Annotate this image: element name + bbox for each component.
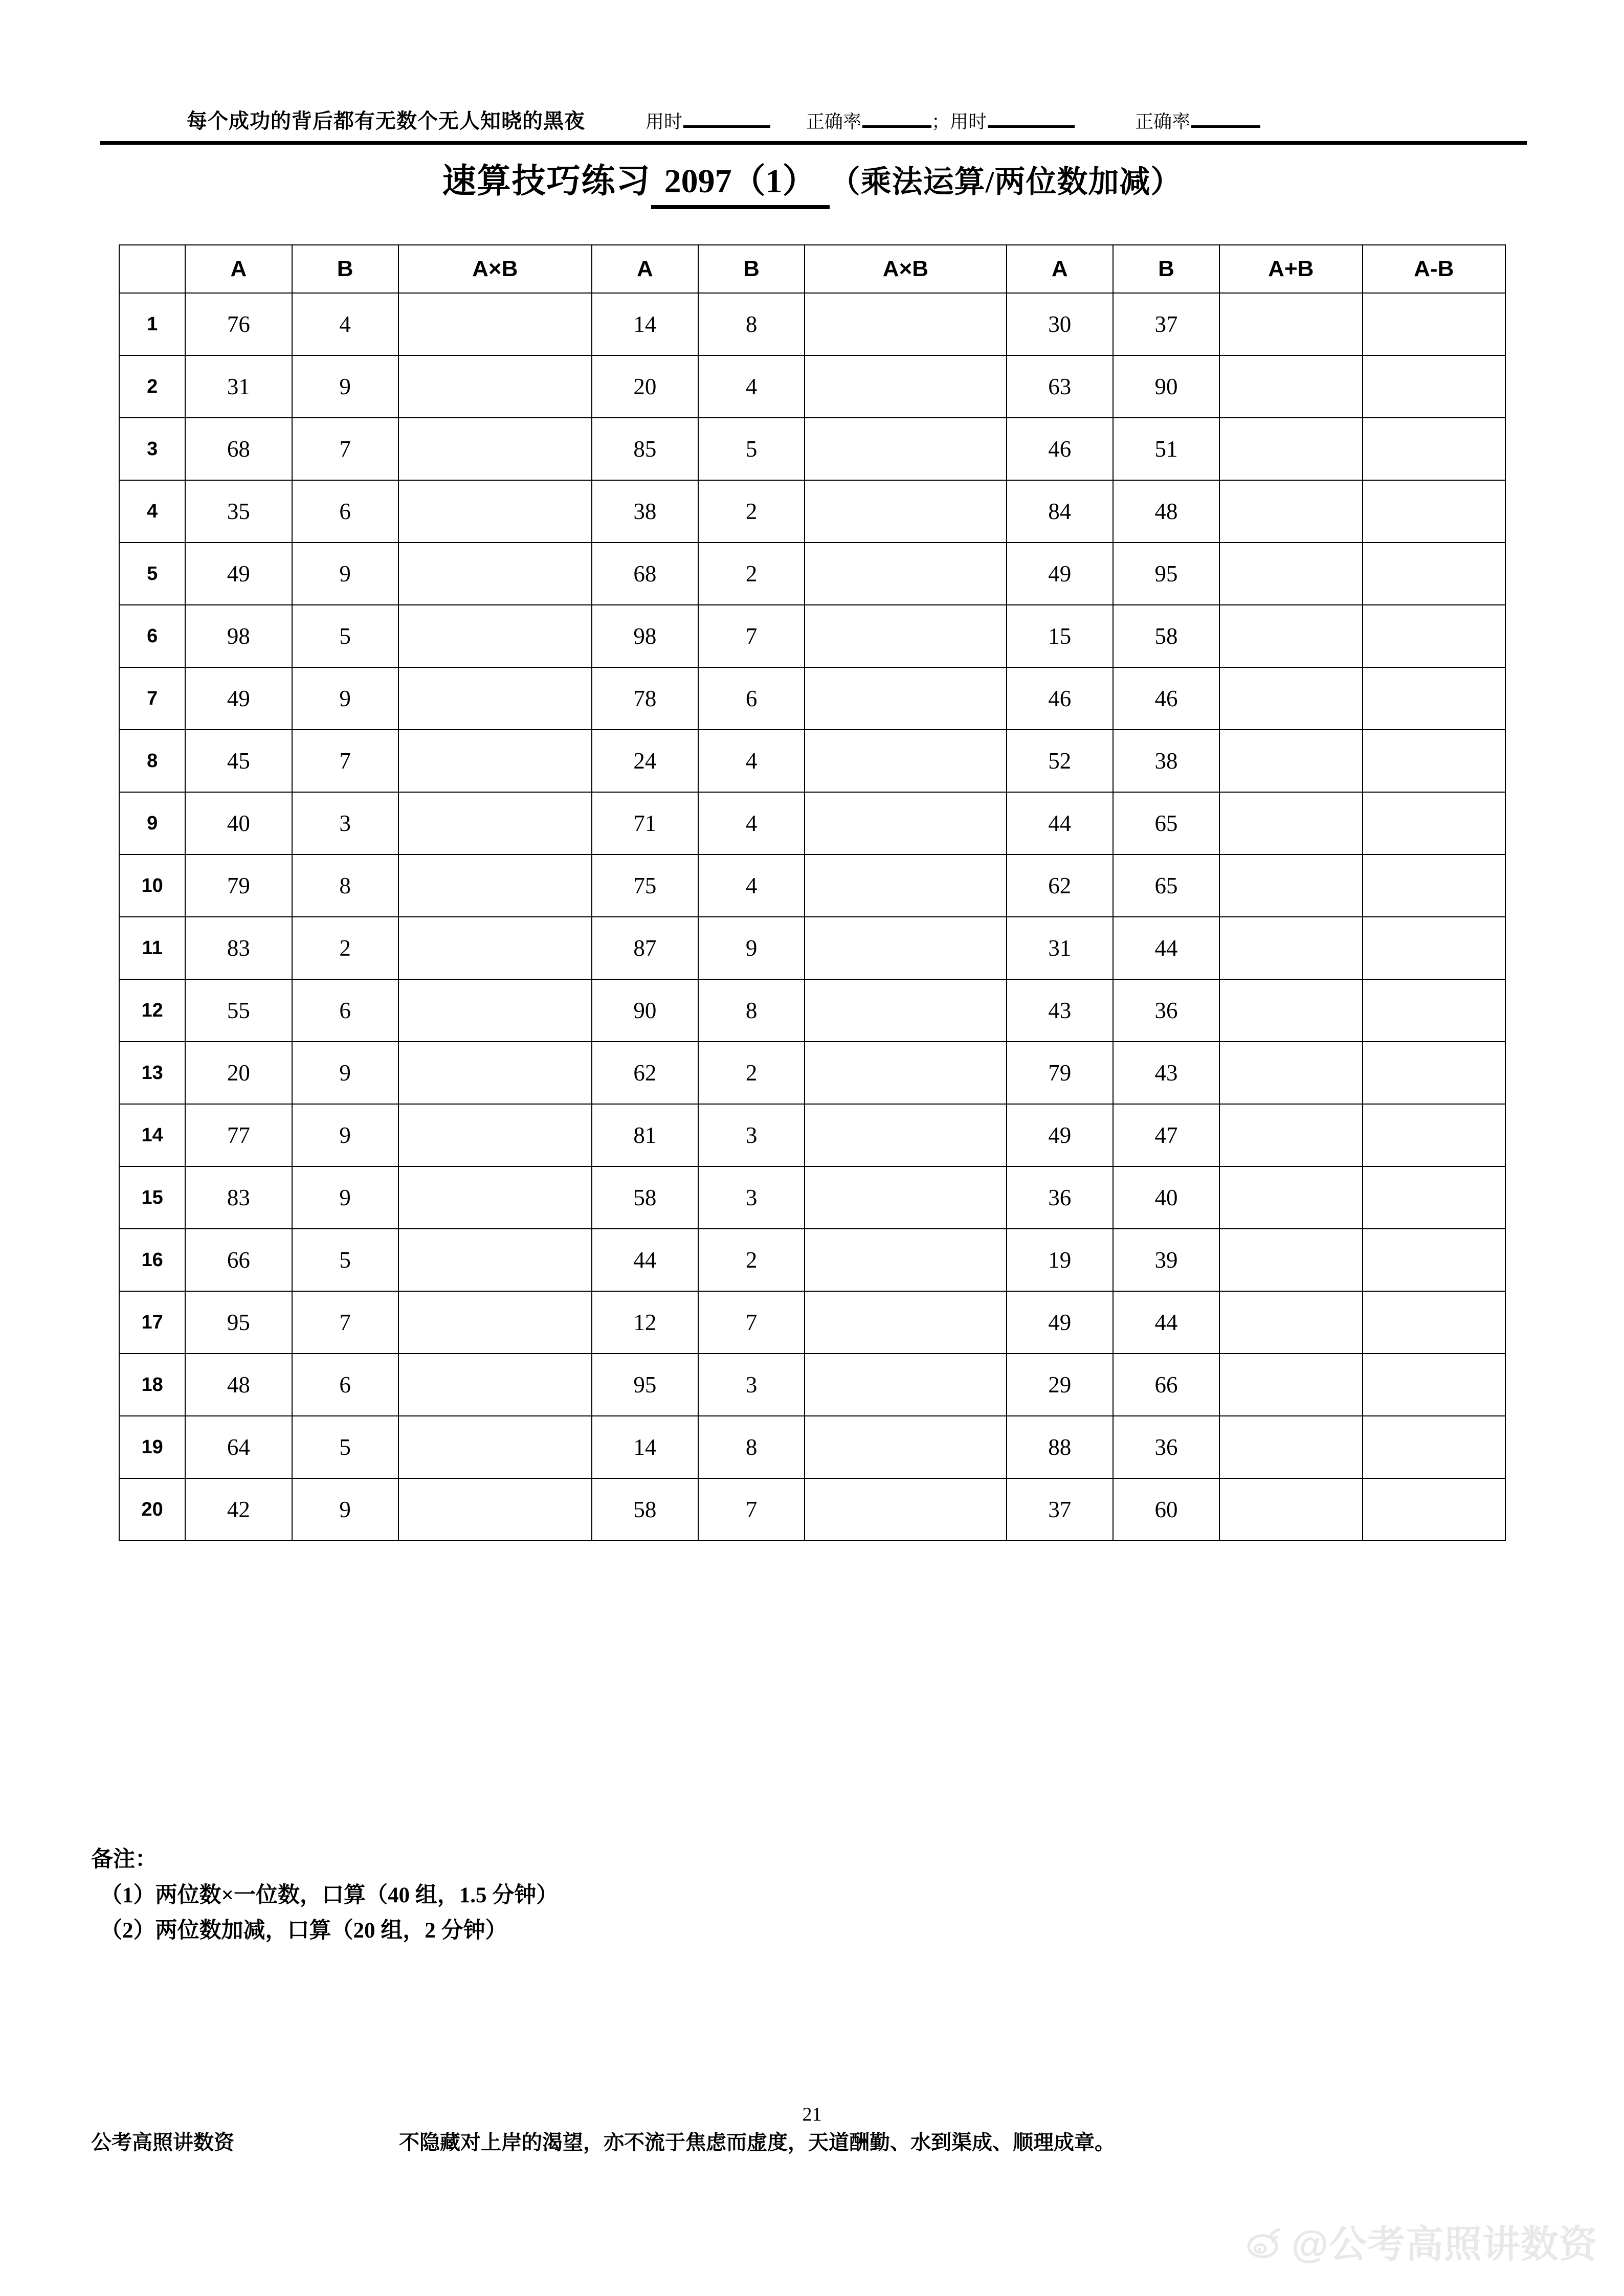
cell-sum[interactable]	[1219, 1354, 1362, 1416]
cell-a2: 98	[592, 605, 698, 667]
title-code: 2097（1）	[651, 153, 830, 209]
cell-a2: 71	[592, 792, 698, 854]
cell-product2[interactable]	[805, 1229, 1007, 1291]
cell-a1: 64	[185, 1416, 292, 1478]
cell-b2: 7	[698, 1291, 805, 1354]
cell-product1[interactable]	[398, 1042, 592, 1104]
cell-product1[interactable]	[398, 480, 592, 543]
table-row	[119, 1291, 1505, 1354]
row-index: 8	[119, 730, 185, 792]
cell-b2: 9	[698, 917, 805, 979]
table-row	[119, 543, 1505, 605]
cell-diff[interactable]	[1363, 792, 1505, 854]
cell-b2: 7	[698, 605, 805, 667]
header-separator: ；	[931, 111, 950, 132]
cell-b2: 4	[698, 854, 805, 917]
cell-a3: 15	[1007, 605, 1113, 667]
cell-b2: 3	[698, 1354, 805, 1416]
cell-product1[interactable]	[398, 730, 592, 792]
cell-a3: 30	[1007, 293, 1113, 355]
cell-b2: 2	[698, 543, 805, 605]
cell-b2: 4	[698, 355, 805, 418]
cell-b2: 4	[698, 792, 805, 854]
cell-product1[interactable]	[398, 543, 592, 605]
cell-a1: 20	[185, 1042, 292, 1104]
cell-b2: 6	[698, 667, 805, 730]
table-row	[119, 730, 1505, 792]
cell-sum[interactable]	[1219, 917, 1362, 979]
row-index: 6	[119, 605, 185, 667]
cell-b1: 7	[292, 418, 398, 480]
weibo-watermark	[1245, 2214, 1597, 2268]
cell-b2: 4	[698, 730, 805, 792]
table-row	[119, 480, 1505, 543]
notes-line-1: （1）两位数×一位数，口算（40 组，1.5 分钟）	[100, 1883, 559, 1907]
cell-product1[interactable]	[398, 917, 592, 979]
cell-a2: 38	[592, 480, 698, 543]
cell-b3: 44	[1113, 917, 1219, 979]
cell-diff[interactable]	[1363, 1229, 1505, 1291]
cell-sum[interactable]	[1219, 293, 1362, 355]
cell-product1[interactable]	[398, 1416, 592, 1478]
accuracy-field-2	[1135, 107, 1260, 133]
table-row	[119, 979, 1505, 1042]
cell-b3: 40	[1113, 1166, 1219, 1229]
accuracy-label-1: 正确率	[806, 111, 862, 132]
col-header-b1: B	[292, 245, 398, 293]
cell-product2[interactable]	[805, 1166, 1007, 1229]
table-row	[119, 1104, 1505, 1166]
cell-b3: 47	[1113, 1104, 1219, 1166]
cell-product2[interactable]	[805, 854, 1007, 917]
row-index: 5	[119, 543, 185, 605]
cell-b2: 5	[698, 418, 805, 480]
notes-line-2: （2）两位数加减，口算（20 组，2 分钟）	[100, 1919, 507, 1943]
accuracy-field-1	[806, 107, 931, 133]
cell-a1: 76	[185, 293, 292, 355]
cell-product1[interactable]	[398, 1166, 592, 1229]
cell-sum[interactable]	[1219, 543, 1362, 605]
cell-b3: 95	[1113, 543, 1219, 605]
cell-a3: 62	[1007, 854, 1113, 917]
cell-sum[interactable]	[1219, 1291, 1362, 1354]
cell-b1: 7	[292, 1291, 398, 1354]
cell-sum[interactable]	[1219, 480, 1362, 543]
cell-b3: 58	[1113, 605, 1219, 667]
row-index: 14	[119, 1104, 185, 1166]
col-header-index	[119, 245, 185, 293]
cell-diff[interactable]	[1363, 667, 1505, 730]
col-header-a2: A	[592, 245, 698, 293]
watermark-text: @公考高照讲数资	[1291, 2223, 1597, 2265]
cell-product1[interactable]	[398, 1354, 592, 1416]
table-row	[119, 917, 1505, 979]
cell-product1[interactable]	[398, 1229, 592, 1291]
table-row	[119, 854, 1505, 917]
table-row	[119, 792, 1505, 854]
page-title	[0, 153, 1624, 209]
cell-b1: 5	[292, 1416, 398, 1478]
cell-diff[interactable]	[1363, 1416, 1505, 1478]
page-number: 21	[802, 2104, 822, 2125]
cell-b3: 44	[1113, 1291, 1219, 1354]
col-header-a1: A	[185, 245, 292, 293]
table-row	[119, 1042, 1505, 1104]
cell-b2: 8	[698, 979, 805, 1042]
cell-a2: 90	[592, 979, 698, 1042]
page-footer	[0, 2126, 1624, 2162]
cell-b3: 48	[1113, 480, 1219, 543]
row-index: 9	[119, 792, 185, 854]
cell-b1: 4	[292, 293, 398, 355]
cell-a2: 85	[592, 418, 698, 480]
cell-product2[interactable]	[805, 1104, 1007, 1166]
cell-b1: 9	[292, 1166, 398, 1229]
running-header	[100, 105, 1527, 145]
cell-diff[interactable]	[1363, 355, 1505, 418]
cell-diff[interactable]	[1363, 293, 1505, 355]
cell-a3: 46	[1007, 667, 1113, 730]
cell-product2[interactable]	[805, 792, 1007, 854]
cell-sum[interactable]	[1219, 1042, 1362, 1104]
cell-product2[interactable]	[805, 1042, 1007, 1104]
footer-motto: 不隐藏对上岸的渴望，亦不流于焦虑而虚度，天道酬勤、水到渠成、顺理成章。	[399, 2131, 1115, 2154]
cell-sum[interactable]	[1219, 1478, 1362, 1541]
time-blank-2	[988, 125, 1075, 128]
cell-a1: 83	[185, 917, 292, 979]
cell-a3: 63	[1007, 355, 1113, 418]
row-index: 18	[119, 1354, 185, 1416]
cell-b2: 3	[698, 1166, 805, 1229]
cell-a1: 49	[185, 667, 292, 730]
row-index: 10	[119, 854, 185, 917]
cell-product2[interactable]	[805, 667, 1007, 730]
practice-table	[119, 244, 1506, 1541]
cell-product2[interactable]	[805, 730, 1007, 792]
cell-a3: 88	[1007, 1416, 1113, 1478]
cell-product1[interactable]	[398, 293, 592, 355]
table-row	[119, 355, 1505, 418]
cell-a2: 24	[592, 730, 698, 792]
cell-product1[interactable]	[398, 1478, 592, 1541]
col-header-sum: A+B	[1219, 245, 1362, 293]
cell-product2[interactable]	[805, 1478, 1007, 1541]
cell-product2[interactable]	[805, 979, 1007, 1042]
cell-a3: 37	[1007, 1478, 1113, 1541]
cell-diff[interactable]	[1363, 605, 1505, 667]
cell-b3: 66	[1113, 1354, 1219, 1416]
cell-a1: 95	[185, 1291, 292, 1354]
cell-a1: 48	[185, 1354, 292, 1416]
cell-a1: 83	[185, 1166, 292, 1229]
row-index: 12	[119, 979, 185, 1042]
cell-b1: 5	[292, 1229, 398, 1291]
cell-b1: 6	[292, 979, 398, 1042]
cell-sum[interactable]	[1219, 792, 1362, 854]
row-index: 2	[119, 355, 185, 418]
cell-b2: 2	[698, 480, 805, 543]
row-index: 3	[119, 418, 185, 480]
cell-product1[interactable]	[398, 792, 592, 854]
row-index: 16	[119, 1229, 185, 1291]
cell-b3: 38	[1113, 730, 1219, 792]
cell-product2[interactable]	[805, 480, 1007, 543]
cell-b3: 39	[1113, 1229, 1219, 1291]
row-index: 4	[119, 480, 185, 543]
cell-a1: 68	[185, 418, 292, 480]
cell-a3: 46	[1007, 418, 1113, 480]
cell-product1[interactable]	[398, 979, 592, 1042]
cell-b3: 65	[1113, 854, 1219, 917]
cell-a3: 84	[1007, 480, 1113, 543]
time-label-2: 用时	[950, 111, 987, 132]
col-header-product1: A×B	[398, 245, 592, 293]
row-index: 15	[119, 1166, 185, 1229]
table-row	[119, 605, 1505, 667]
time-label-1: 用时	[646, 111, 683, 132]
cell-product1[interactable]	[398, 667, 592, 730]
cell-b2: 2	[698, 1042, 805, 1104]
time-field-2	[950, 107, 1075, 133]
cell-diff[interactable]	[1363, 1478, 1505, 1541]
cell-b1: 9	[292, 1478, 398, 1541]
time-blank-1	[683, 125, 770, 128]
cell-diff[interactable]	[1363, 1104, 1505, 1166]
cell-a3: 79	[1007, 1042, 1113, 1104]
cell-sum[interactable]	[1219, 854, 1362, 917]
cell-a3: 52	[1007, 730, 1113, 792]
cell-product1[interactable]	[398, 1291, 592, 1354]
cell-b1: 7	[292, 730, 398, 792]
cell-product2[interactable]	[805, 293, 1007, 355]
table-row	[119, 667, 1505, 730]
cell-b2: 3	[698, 1104, 805, 1166]
accuracy-blank-1	[862, 125, 931, 128]
cell-diff[interactable]	[1363, 1354, 1505, 1416]
time-field-1	[646, 107, 770, 133]
cell-b1: 9	[292, 1042, 398, 1104]
cell-a1: 42	[185, 1478, 292, 1541]
cell-sum[interactable]	[1219, 1166, 1362, 1229]
row-index: 19	[119, 1416, 185, 1478]
cell-sum[interactable]	[1219, 1229, 1362, 1291]
cell-diff[interactable]	[1363, 418, 1505, 480]
cell-a3: 19	[1007, 1229, 1113, 1291]
cell-sum[interactable]	[1219, 979, 1362, 1042]
cell-a2: 14	[592, 293, 698, 355]
cell-product2[interactable]	[805, 605, 1007, 667]
cell-b3: 43	[1113, 1042, 1219, 1104]
cell-b3: 60	[1113, 1478, 1219, 1541]
title-main: 速算技巧练习	[442, 163, 651, 200]
table-row	[119, 1354, 1505, 1416]
cell-b3: 36	[1113, 1416, 1219, 1478]
table-header-row	[119, 245, 1505, 293]
row-index: 1	[119, 293, 185, 355]
cell-product2[interactable]	[805, 1354, 1007, 1416]
cell-a3: 49	[1007, 1104, 1113, 1166]
col-header-product2: A×B	[805, 245, 1007, 293]
cell-diff[interactable]	[1363, 730, 1505, 792]
row-index: 13	[119, 1042, 185, 1104]
cell-b2: 7	[698, 1478, 805, 1541]
cell-a1: 79	[185, 854, 292, 917]
row-index: 11	[119, 917, 185, 979]
cell-a2: 87	[592, 917, 698, 979]
cell-sum[interactable]	[1219, 667, 1362, 730]
cell-diff[interactable]	[1363, 979, 1505, 1042]
cell-diff[interactable]	[1363, 1042, 1505, 1104]
cell-sum[interactable]	[1219, 605, 1362, 667]
cell-a2: 81	[592, 1104, 698, 1166]
cell-b1: 9	[292, 543, 398, 605]
row-index: 20	[119, 1478, 185, 1541]
table-row	[119, 1478, 1505, 1541]
weibo-icon	[1245, 2221, 1286, 2262]
cell-a1: 98	[185, 605, 292, 667]
cell-product2[interactable]	[805, 543, 1007, 605]
cell-a1: 31	[185, 355, 292, 418]
table-row	[119, 1416, 1505, 1478]
cell-product2[interactable]	[805, 418, 1007, 480]
cell-product2[interactable]	[805, 1416, 1007, 1478]
cell-a3: 29	[1007, 1354, 1113, 1416]
row-index: 7	[119, 667, 185, 730]
cell-product2[interactable]	[805, 1291, 1007, 1354]
cell-b1: 2	[292, 917, 398, 979]
cell-b1: 6	[292, 480, 398, 543]
cell-b1: 9	[292, 355, 398, 418]
cell-product1[interactable]	[398, 854, 592, 917]
cell-sum[interactable]	[1219, 730, 1362, 792]
cell-a1: 45	[185, 730, 292, 792]
cell-a2: 78	[592, 667, 698, 730]
cell-a3: 49	[1007, 543, 1113, 605]
cell-sum[interactable]	[1219, 355, 1362, 418]
header-motto: 每个成功的背后都有无数个无人知晓的黑夜	[187, 109, 585, 132]
cell-diff[interactable]	[1363, 1166, 1505, 1229]
cell-a3: 43	[1007, 979, 1113, 1042]
cell-b3: 36	[1113, 979, 1219, 1042]
cell-b3: 37	[1113, 293, 1219, 355]
col-header-b2: B	[698, 245, 805, 293]
col-header-b3: B	[1113, 245, 1219, 293]
row-index: 17	[119, 1291, 185, 1354]
cell-b1: 5	[292, 605, 398, 667]
cell-b1: 8	[292, 854, 398, 917]
table-row	[119, 293, 1505, 355]
cell-b1: 9	[292, 667, 398, 730]
table-row	[119, 1229, 1505, 1291]
cell-product2[interactable]	[805, 355, 1007, 418]
cell-b1: 9	[292, 1104, 398, 1166]
cell-a1: 66	[185, 1229, 292, 1291]
cell-a1: 49	[185, 543, 292, 605]
cell-b3: 90	[1113, 355, 1219, 418]
cell-b2: 2	[698, 1229, 805, 1291]
cell-b3: 51	[1113, 418, 1219, 480]
cell-a2: 12	[592, 1291, 698, 1354]
accuracy-label-2: 正确率	[1135, 111, 1191, 132]
cell-b1: 3	[292, 792, 398, 854]
cell-a2: 62	[592, 1042, 698, 1104]
cell-b2: 8	[698, 1416, 805, 1478]
cell-diff[interactable]	[1363, 1291, 1505, 1354]
cell-sum[interactable]	[1219, 1416, 1362, 1478]
cell-diff[interactable]	[1363, 543, 1505, 605]
cell-a2: 68	[592, 543, 698, 605]
cell-product1[interactable]	[398, 1104, 592, 1166]
cell-product1[interactable]	[398, 605, 592, 667]
cell-b2: 8	[698, 293, 805, 355]
title-tail: （乘法运算/两位数加减）	[829, 165, 1182, 199]
cell-diff[interactable]	[1363, 480, 1505, 543]
cell-a2: 44	[592, 1229, 698, 1291]
cell-a2: 14	[592, 1416, 698, 1478]
cell-sum[interactable]	[1219, 418, 1362, 480]
cell-product1[interactable]	[398, 418, 592, 480]
cell-a1: 35	[185, 480, 292, 543]
cell-a2: 20	[592, 355, 698, 418]
col-header-diff: A-B	[1363, 245, 1505, 293]
cell-a3: 44	[1007, 792, 1113, 854]
cell-product1[interactable]	[398, 355, 592, 418]
cell-diff[interactable]	[1363, 854, 1505, 917]
cell-a2: 95	[592, 1354, 698, 1416]
cell-b1: 6	[292, 1354, 398, 1416]
cell-a1: 40	[185, 792, 292, 854]
cell-a2: 75	[592, 854, 698, 917]
table-row	[119, 1166, 1505, 1229]
cell-a1: 55	[185, 979, 292, 1042]
cell-diff[interactable]	[1363, 917, 1505, 979]
cell-sum[interactable]	[1219, 1104, 1362, 1166]
cell-b3: 65	[1113, 792, 1219, 854]
cell-a2: 58	[592, 1166, 698, 1229]
cell-a1: 77	[185, 1104, 292, 1166]
notes-title: 备注：	[91, 1848, 157, 1872]
footer-brand: 公考高照讲数资	[91, 2131, 234, 2154]
cell-a3: 31	[1007, 917, 1113, 979]
table-row	[119, 418, 1505, 480]
cell-b3: 46	[1113, 667, 1219, 730]
cell-a3: 49	[1007, 1291, 1113, 1354]
accuracy-blank-2	[1191, 125, 1260, 128]
notes-block	[91, 1842, 1114, 1949]
cell-product2[interactable]	[805, 917, 1007, 979]
cell-a2: 58	[592, 1478, 698, 1541]
col-header-a3: A	[1007, 245, 1113, 293]
cell-a3: 36	[1007, 1166, 1113, 1229]
